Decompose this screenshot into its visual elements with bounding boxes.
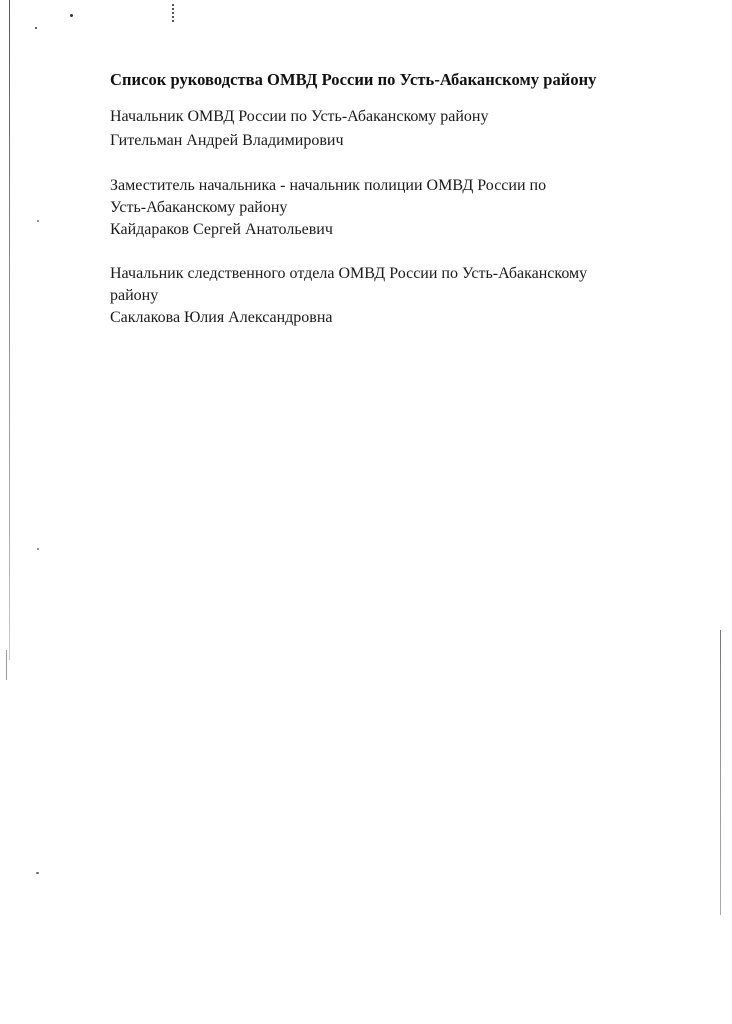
document-title: Список руководства ОМВД России по Усть-Абаканскому району	[110, 70, 597, 89]
scan-dotted-mark	[172, 4, 174, 22]
entry-3-name: Саклакова Юлия Александровна	[110, 309, 333, 326]
scan-speck	[37, 548, 39, 550]
entry-1-position: Начальник ОМВД России по Усть-Абаканскому району	[110, 108, 489, 125]
scan-speck	[35, 27, 37, 29]
entry-2-position-line-2: Усть-Абаканскому району	[110, 199, 288, 216]
scan-edge-left-mark	[6, 650, 7, 680]
scan-speck	[37, 220, 39, 222]
entry-1-name: Гительман Андрей Владимирович	[110, 132, 344, 149]
entry-2-position-line-1: Заместитель начальника - начальник полиции ОМВД России по	[110, 177, 547, 194]
scan-speck	[70, 14, 73, 17]
entry-3-position-line-2: району	[110, 287, 159, 304]
entry-2-name: Кайдараков Сергей Анатольевич	[110, 221, 333, 238]
scan-edge-right	[720, 630, 721, 915]
entry-3-position-line-1: Начальник следственного отдела ОМВД России по Усть-Абаканскому	[110, 265, 588, 282]
scan-edge-left	[9, 0, 10, 660]
scan-speck	[36, 872, 39, 874]
